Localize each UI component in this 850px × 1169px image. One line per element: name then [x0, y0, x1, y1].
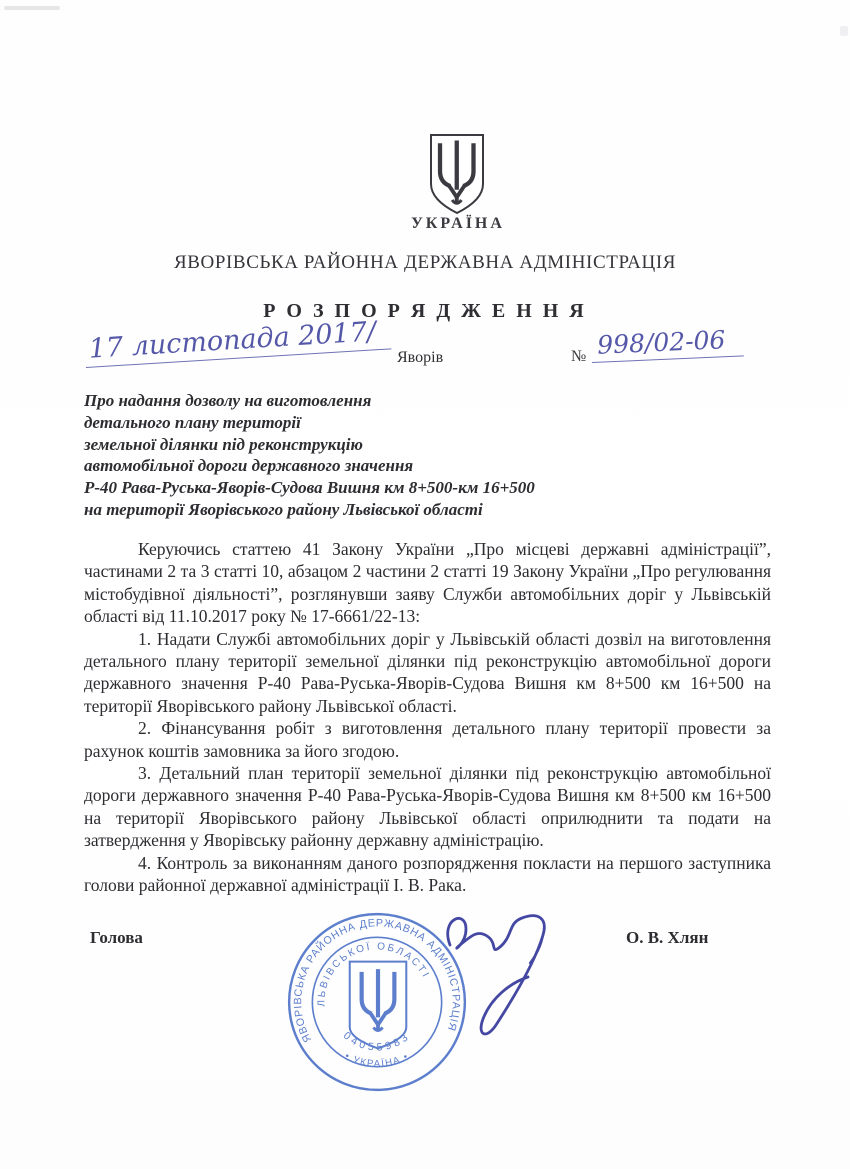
- country-label: УКРАЇНА: [411, 215, 505, 232]
- place-label: Яворів: [397, 349, 444, 366]
- number-sign: №: [571, 348, 587, 365]
- trident-icon: [422, 132, 492, 216]
- subject-line: Про надання дозволу на виготовлення: [84, 391, 372, 410]
- handwritten-number: 998/02-06: [591, 324, 744, 363]
- authority-name: ЯВОРІВСЬКА РАЙОННА ДЕРЖАВНА АДМІНІСТРАЦІЯ: [173, 252, 677, 273]
- subject-line: земельної ділянки під реконструкцію: [84, 434, 363, 454]
- signer-name: О. В. Хлян: [626, 928, 709, 947]
- signature-ink: [420, 903, 604, 1079]
- paragraph-item-4: 4. Контроль за виконанням даного розпорядження покласти на першого заступника голови районної державної адміністрації І. В. Рака.: [84, 852, 771, 896]
- paragraph-item-2: 2. Фінансування робіт з виготовлення детального плану території провести за рахунок коштів замовника за його згодою.: [84, 718, 771, 761]
- stamp-ring-text: ЯВОРІВСЬКА РАЙОННА ДЕРЖАВНА АДМІНІСТРАЦІЯ: [292, 917, 462, 1045]
- document-body: [84, 538, 771, 897]
- handwritten-date: 17 листопада 2017/: [84, 315, 391, 368]
- paragraph-intro: Керуючись статтею 41 Закону України „Про місцеві державні адміністрації”, частинами 2 та 3 статті 10, абзацом 2 частини 2 статті 19 Закону України „Про регулювання містобудівної діяльності”, розглянувши заяву Служби автомобільних доріг у Львівській області від 11.10.2017 року № 17-6661/22-13:: [84, 539, 771, 627]
- stamp-inner-ring-text: ЛЬВІВСЬКОЇ ОБЛАСТІ: [316, 941, 432, 1007]
- stamp-bottom-text: • УКРАЇНА •: [342, 1050, 412, 1070]
- subject-line: на території Яворівського району Львівської області: [84, 499, 483, 519]
- document-type-title: Р О З П О Р Я Д Ж Е Н Н Я: [263, 300, 587, 322]
- svg-text:ЛЬВІВСЬКОЇ ОБЛАСТІ: [316, 941, 431, 1007]
- stamp-code: 04055983: [340, 1029, 414, 1054]
- national-emblem: [422, 132, 492, 216]
- stamp-trident-icon: [350, 962, 407, 1049]
- subject-line: автомобільної дороги державного значення: [84, 456, 414, 476]
- subject-line: детального плану території: [84, 412, 301, 432]
- scan-artifact: [840, 26, 848, 36]
- subject-line: Р-40 Рава-Руська-Яворів-Судова Вишня км 8+500-км 16+500: [84, 478, 535, 498]
- scan-artifact: [4, 6, 60, 10]
- subject-block: [84, 390, 684, 521]
- paragraph-item-1: 1. Надати Службі автомобільних доріг у Львівській області дозвіл на виготовлення детального плану території земельної ділянки під реконструкцію автомобільної дороги державного значення Р-40 Рава-Руська-Яворів-Судова Вишня км 8+500 км 16+500 на території Яворівського району Львівської області.: [84, 628, 771, 716]
- paragraph-item-3: 3. Детальний план території земельної ділянки під реконструкцію автомобільної дороги державного значення Р-40 Рава-Руська-Яворів-Судова Вишня км 8+500 км 16+500 на території Яворівського району Львівської області оприлюднити та подати на затвердження у Яворівську районну державну адміністрацію.: [84, 763, 771, 851]
- signer-position: Голова: [90, 928, 143, 947]
- svg-text:• УКРАЇНА •: [343, 1051, 411, 1070]
